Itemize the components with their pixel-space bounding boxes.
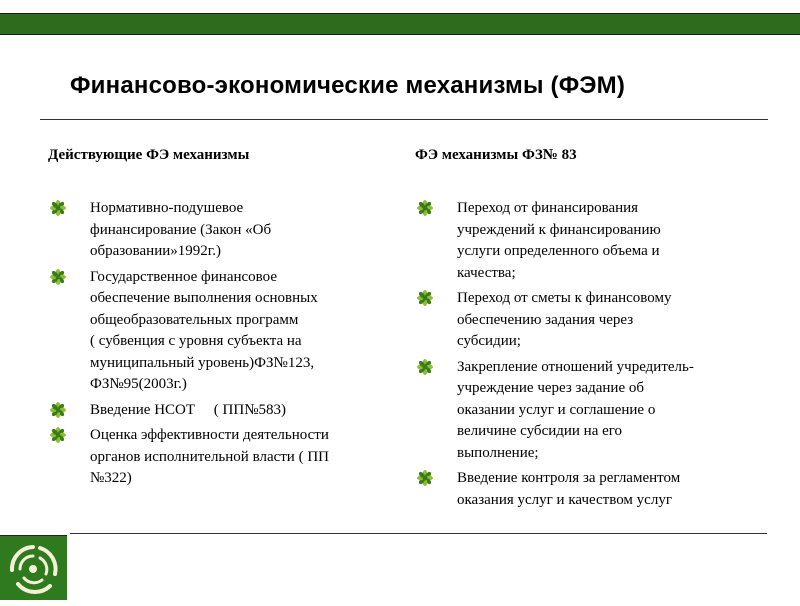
list-item-text: Введение НСОТ ( ПП№583) — [90, 401, 287, 418]
title-divider — [40, 119, 768, 120]
list-item — [46, 400, 391, 422]
list-item-text: Нормативно-подушевое финансирование (Закон «Об образовании»1992г.) — [90, 200, 272, 259]
list-item-text: Оценка эффективности деятельности органов исполнительной власти ( ПП №322) — [90, 427, 329, 486]
footer-divider — [70, 533, 767, 534]
list-item — [46, 267, 391, 396]
list-item — [413, 468, 753, 511]
flower-bullet-icon — [50, 200, 66, 216]
list-item — [46, 198, 391, 263]
right-column-heading: ФЭ механизмы ФЗ№ 83 — [415, 147, 577, 163]
list-item-text: Переход от финансирования учреждений к финансированию услуги определенного объема и качества; — [457, 200, 661, 281]
list-item-text: Закрепление отношений учредитель- учреждение через задание об оказании услуг и соглашение о величине субсидии на его выполнение; — [457, 358, 694, 461]
list-item — [413, 357, 753, 465]
flower-bullet-icon — [417, 359, 433, 375]
top-accent-bar — [0, 13, 800, 35]
left-column-heading: Действующие ФЭ механизмы — [48, 147, 250, 163]
flower-bullet-icon — [50, 402, 66, 418]
list-item-text: Государственное финансовое обеспечение выполнения основных общеобразовательных программ ( субвенция с уровня субъекта на муниципальный уровень)ФЗ№123, ФЗ№95(2003г.) — [90, 268, 318, 392]
list-item-text: Введение контроля за регламентом оказания услуг и качеством услуг — [457, 470, 681, 508]
flower-bullet-icon — [417, 200, 433, 216]
slide-title: Финансово-экономические механизмы (ФЭМ) — [70, 72, 626, 99]
flower-bullet-icon — [417, 290, 433, 306]
right-bullet-list — [413, 198, 753, 515]
list-item — [413, 198, 753, 284]
list-item-text: Переход от сметы к финансовому обеспечению задания через субсидии; — [457, 290, 672, 349]
list-item — [46, 425, 391, 490]
flower-bullet-icon — [50, 427, 66, 443]
flower-bullet-icon — [50, 269, 66, 285]
flower-bullet-icon — [417, 470, 433, 486]
left-bullet-list — [46, 198, 391, 494]
swirl-logo-icon — [0, 535, 67, 600]
list-item — [413, 288, 753, 353]
swirl-logo-graphic — [0, 536, 67, 601]
